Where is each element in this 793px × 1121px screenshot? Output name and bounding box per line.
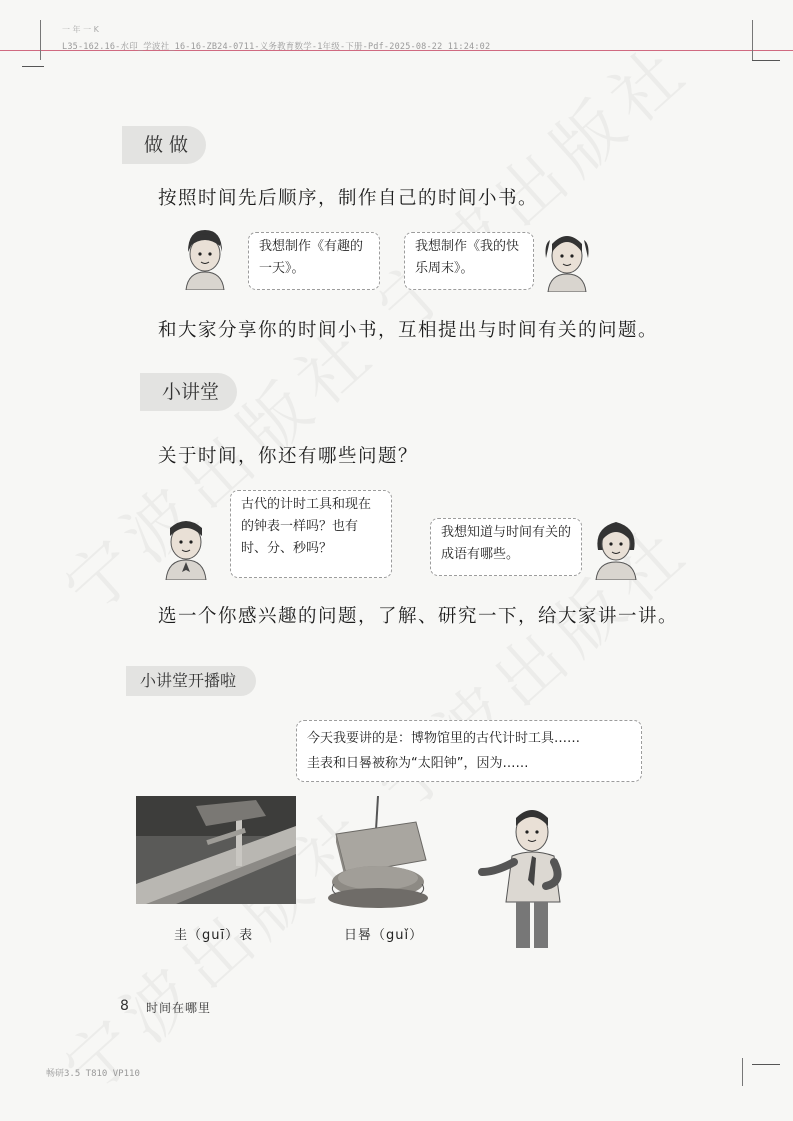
guibiao-caption: 圭（guī）表 bbox=[174, 928, 254, 943]
speech-line-2: 圭表和日晷被称为“太阳钟”，因为…… bbox=[307, 756, 529, 771]
presenter-boy bbox=[476, 802, 582, 950]
footer-section-title: 时间在哪里 bbox=[146, 1001, 212, 1015]
speech-bubble-boy: 古代的计时工具和现在的钟表一样吗？也有时、分、秒吗？ bbox=[230, 490, 392, 578]
guibiao-photo bbox=[136, 796, 296, 904]
corner-mark-bottom-right bbox=[752, 1064, 780, 1065]
corner-mark-top-right bbox=[752, 60, 780, 61]
header-tiny-mark: 一 年 一 K bbox=[62, 25, 99, 34]
task-text: 选一个你感兴趣的问题，了解、研究一下，给大家讲一讲。 bbox=[158, 606, 679, 627]
girl-avatar bbox=[540, 228, 594, 292]
crop-mark-bottom-right bbox=[742, 1058, 743, 1086]
section-badge-broadcast: 小讲堂开播啦 bbox=[126, 666, 256, 696]
boy-avatar bbox=[160, 514, 212, 580]
rigui-photo bbox=[316, 794, 436, 910]
question-text: 关于时间，你还有哪些问题？ bbox=[158, 446, 419, 467]
instruction-text: 按照时间先后顺序，制作自己的时间小书。 bbox=[158, 188, 539, 209]
section-badge-zuozuo: 做 做 bbox=[122, 126, 206, 164]
share-text: 和大家分享你的时间小书，互相提出与时间有关的问题。 bbox=[158, 320, 659, 341]
speech-bubble-boy: 我想制作《有趣的一天》。 bbox=[248, 232, 380, 290]
speech-bubble-girl: 我想知道与时间有关的成语有哪些。 bbox=[430, 518, 582, 576]
speech-line-1: 今天我要讲的是：博物馆里的古代计时工具…… bbox=[307, 731, 581, 746]
crop-mark-right bbox=[752, 20, 753, 60]
boy-avatar bbox=[180, 226, 230, 290]
speech-bubble-teacher bbox=[296, 720, 642, 782]
rigui-caption: 日晷（guǐ） bbox=[344, 928, 424, 943]
crop-mark-left bbox=[40, 20, 41, 60]
speech-bubble-girl: 我想制作《我的快乐周末》。 bbox=[404, 232, 534, 290]
girl-avatar bbox=[590, 514, 642, 580]
page-number: 8 bbox=[120, 998, 129, 1014]
section-badge-xiaojiangtang: 小讲堂 bbox=[140, 373, 237, 411]
footer-print-meta: 畅研3.5 T810 VP110 bbox=[46, 1069, 140, 1079]
corner-mark-top-left bbox=[22, 66, 44, 67]
header-print-meta: L35-162.16-水印_学波社_16-16-ZB24-0711-义务教育数学-1年级-下册-Pdf-2025-08-22 11:24:02 bbox=[62, 42, 491, 52]
